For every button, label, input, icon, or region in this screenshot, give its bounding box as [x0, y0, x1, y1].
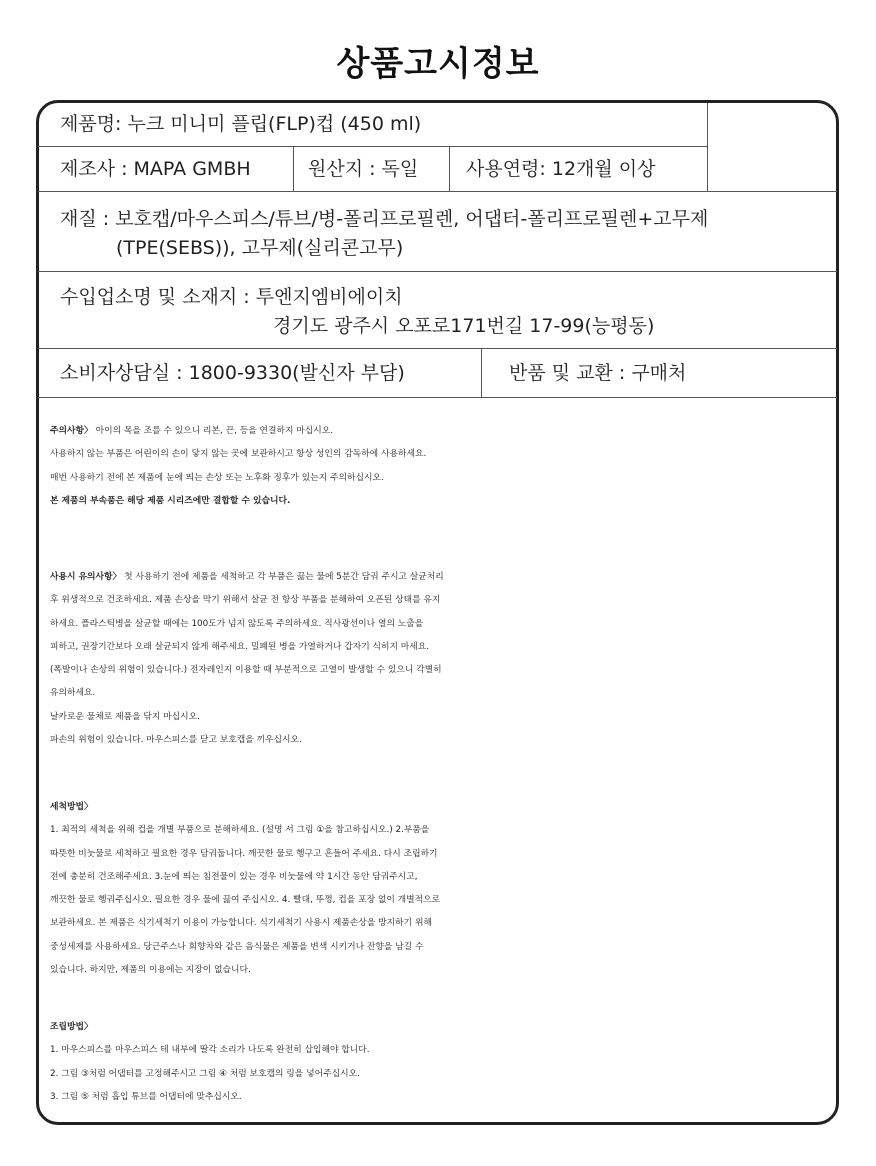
caution-notice: 본 제품의 부속품은 해당 제품 시리즈에만 결합할 수 있습니다. — [50, 495, 291, 506]
manufacturer: 제조사 : MAPA GMBH — [60, 158, 251, 180]
consumer-center: 소비자상담실 : 1800-9330(발신자 부담) — [60, 362, 405, 384]
usage-heading: 사용시 유의사항〉 — [50, 572, 122, 582]
cleaning-line: 중성세제를 사용하세요. 당근주스나 회향차와 같은 음식물은 제품을 변색 시키거나 잔향을 남길 수 — [50, 941, 424, 952]
assembly-step: 3. 그림 ⑤ 처럼 흡입 튜브를 어댑터에 맞추십시오. — [50, 1091, 242, 1102]
usage-line: 후 위생적으로 건조하세요. 제품 손상을 막기 위해서 살균 전 항상 부품을 분해하여 오픈된 상태를 유지 — [50, 595, 441, 606]
usage-section — [50, 566, 835, 752]
divider — [707, 103, 708, 191]
caution-line: 사용하지 않는 부품은 어린이의 손이 닿지 않는 곳에 보관하시고 항상 성인의 감독하에 사용하세요. — [50, 449, 427, 460]
usage-line: 파손의 위험이 있습니다. 마우스피스를 닫고 보호캡을 끼우십시오. — [50, 735, 302, 746]
cleaning-line: 보관하세요. 본 제품은 식기세척기 이용이 가능합니다. 식기세척기 사용시 제품손상을 방지하기 위해 — [50, 918, 432, 929]
material-continued: (TPE(SEBS)), 고무제(실리콘고무) — [116, 237, 404, 259]
cleaning-section — [50, 796, 835, 982]
caution-line: 주의사항〉 아이의 목을 조를 수 있으니 리본, 끈, 등을 연결하지 마십시오. — [50, 426, 334, 436]
divider — [38, 191, 837, 192]
caution-line: 매번 사용하기 전에 본 제품에 눈에 띄는 손상 또는 노후화 징후가 있는지 주의하십시오. — [50, 472, 384, 483]
assembly-step: 1. 마우스피스를 마우스피스 테 내부에 딸각 소리가 나도록 완전히 삽입해야 합니다. — [50, 1045, 370, 1056]
divider — [481, 348, 482, 397]
cleaning-line: 전에 충분히 건조해주세요. 3.눈에 띄는 침전물이 있는 경우 비눗물에 약 1시간 동안 담궈주시고, — [50, 871, 418, 882]
assembly-heading: 조립방법〉 — [50, 1022, 93, 1032]
material: 재질 : 보호캡/마우스피스/튜브/병-폴리프로필렌, 어댑터-폴리프로필렌+고무제 — [60, 208, 709, 230]
usage-line: 피하고, 권장기간보다 오래 살균되지 않게 해주세요. 밀폐된 병을 가열하거나 갑자기 식히지 마세요. — [50, 641, 430, 652]
divider — [38, 146, 708, 147]
usage-line: (폭발이나 손상의 위험이 있습니다.) 전자레인지 이용할 때 부분적으로 고열이 발생할 수 있으니 각별히 — [50, 665, 442, 676]
divider — [293, 146, 294, 191]
importer-address: 경기도 광주시 오포로171번길 17-99(능평동) — [273, 315, 655, 337]
origin: 원산지 : 독일 — [308, 158, 419, 180]
importer: 수입업소명 및 소재지 : 투엔지엠비에이치 — [60, 286, 403, 308]
divider — [449, 146, 450, 191]
usage-line: 유의하세요. — [50, 688, 96, 699]
product-name: 제품명: 누크 미니미 플립(FLP)컵 (450 ml) — [60, 113, 422, 135]
cleaning-line: 따뜻한 비눗물로 세척하고 필요한 경우 담궈둡니다. 깨끗한 물로 헹구고 흔들어 주세요. 다시 조립하기 — [50, 848, 438, 859]
divider — [38, 348, 837, 349]
assembly-step: 2. 그림 ③처럼 어댑터를 고정해주시고 그림 ④ 처럼 보호캡의 링을 넣어주십시오. — [50, 1068, 360, 1079]
divider — [38, 271, 837, 272]
cleaning-line: 1. 최적의 세척을 위해 컵을 개별 부품으로 분해하세요. (설명 서 그림 ①을 참고하십시오.) 2.부품을 — [50, 825, 430, 836]
cleaning-line: 있습니다. 하지만, 제품의 이용에는 지장이 없습니다. — [50, 965, 251, 976]
caution-section — [50, 420, 835, 513]
return-exchange: 반품 및 교환 : 구매처 — [509, 362, 687, 384]
caution-heading: 주의사항〉 — [50, 426, 93, 436]
usage-line: 하세요. 플라스틱병을 살균할 때에는 100도가 넘지 않도록 주의하세요. 직사광선이나 열의 노출을 — [50, 618, 424, 629]
usage-line: 사용시 유의사항〉 첫 사용하기 전에 제품을 세척하고 각 부품은 끓는 물에 5분간 담궈 주시고 살균처리 — [50, 572, 444, 582]
cleaning-line: 깨끗한 물로 헹궈주십시오. 필요한 경우 물에 끓여 주십시오. 4. 빨대, 뚜껑, 컵을 포장 없이 개별적으로 — [50, 895, 441, 906]
usage-age: 사용연령: 12개월 이상 — [466, 158, 656, 180]
usage-line: 날카로운 물체로 제품을 닦지 마십시오. — [50, 711, 200, 722]
cleaning-heading: 세척방법〉 — [50, 802, 93, 812]
divider — [38, 397, 837, 398]
page-title: 상품고시정보 — [336, 44, 540, 84]
assembly-section — [50, 1016, 835, 1109]
